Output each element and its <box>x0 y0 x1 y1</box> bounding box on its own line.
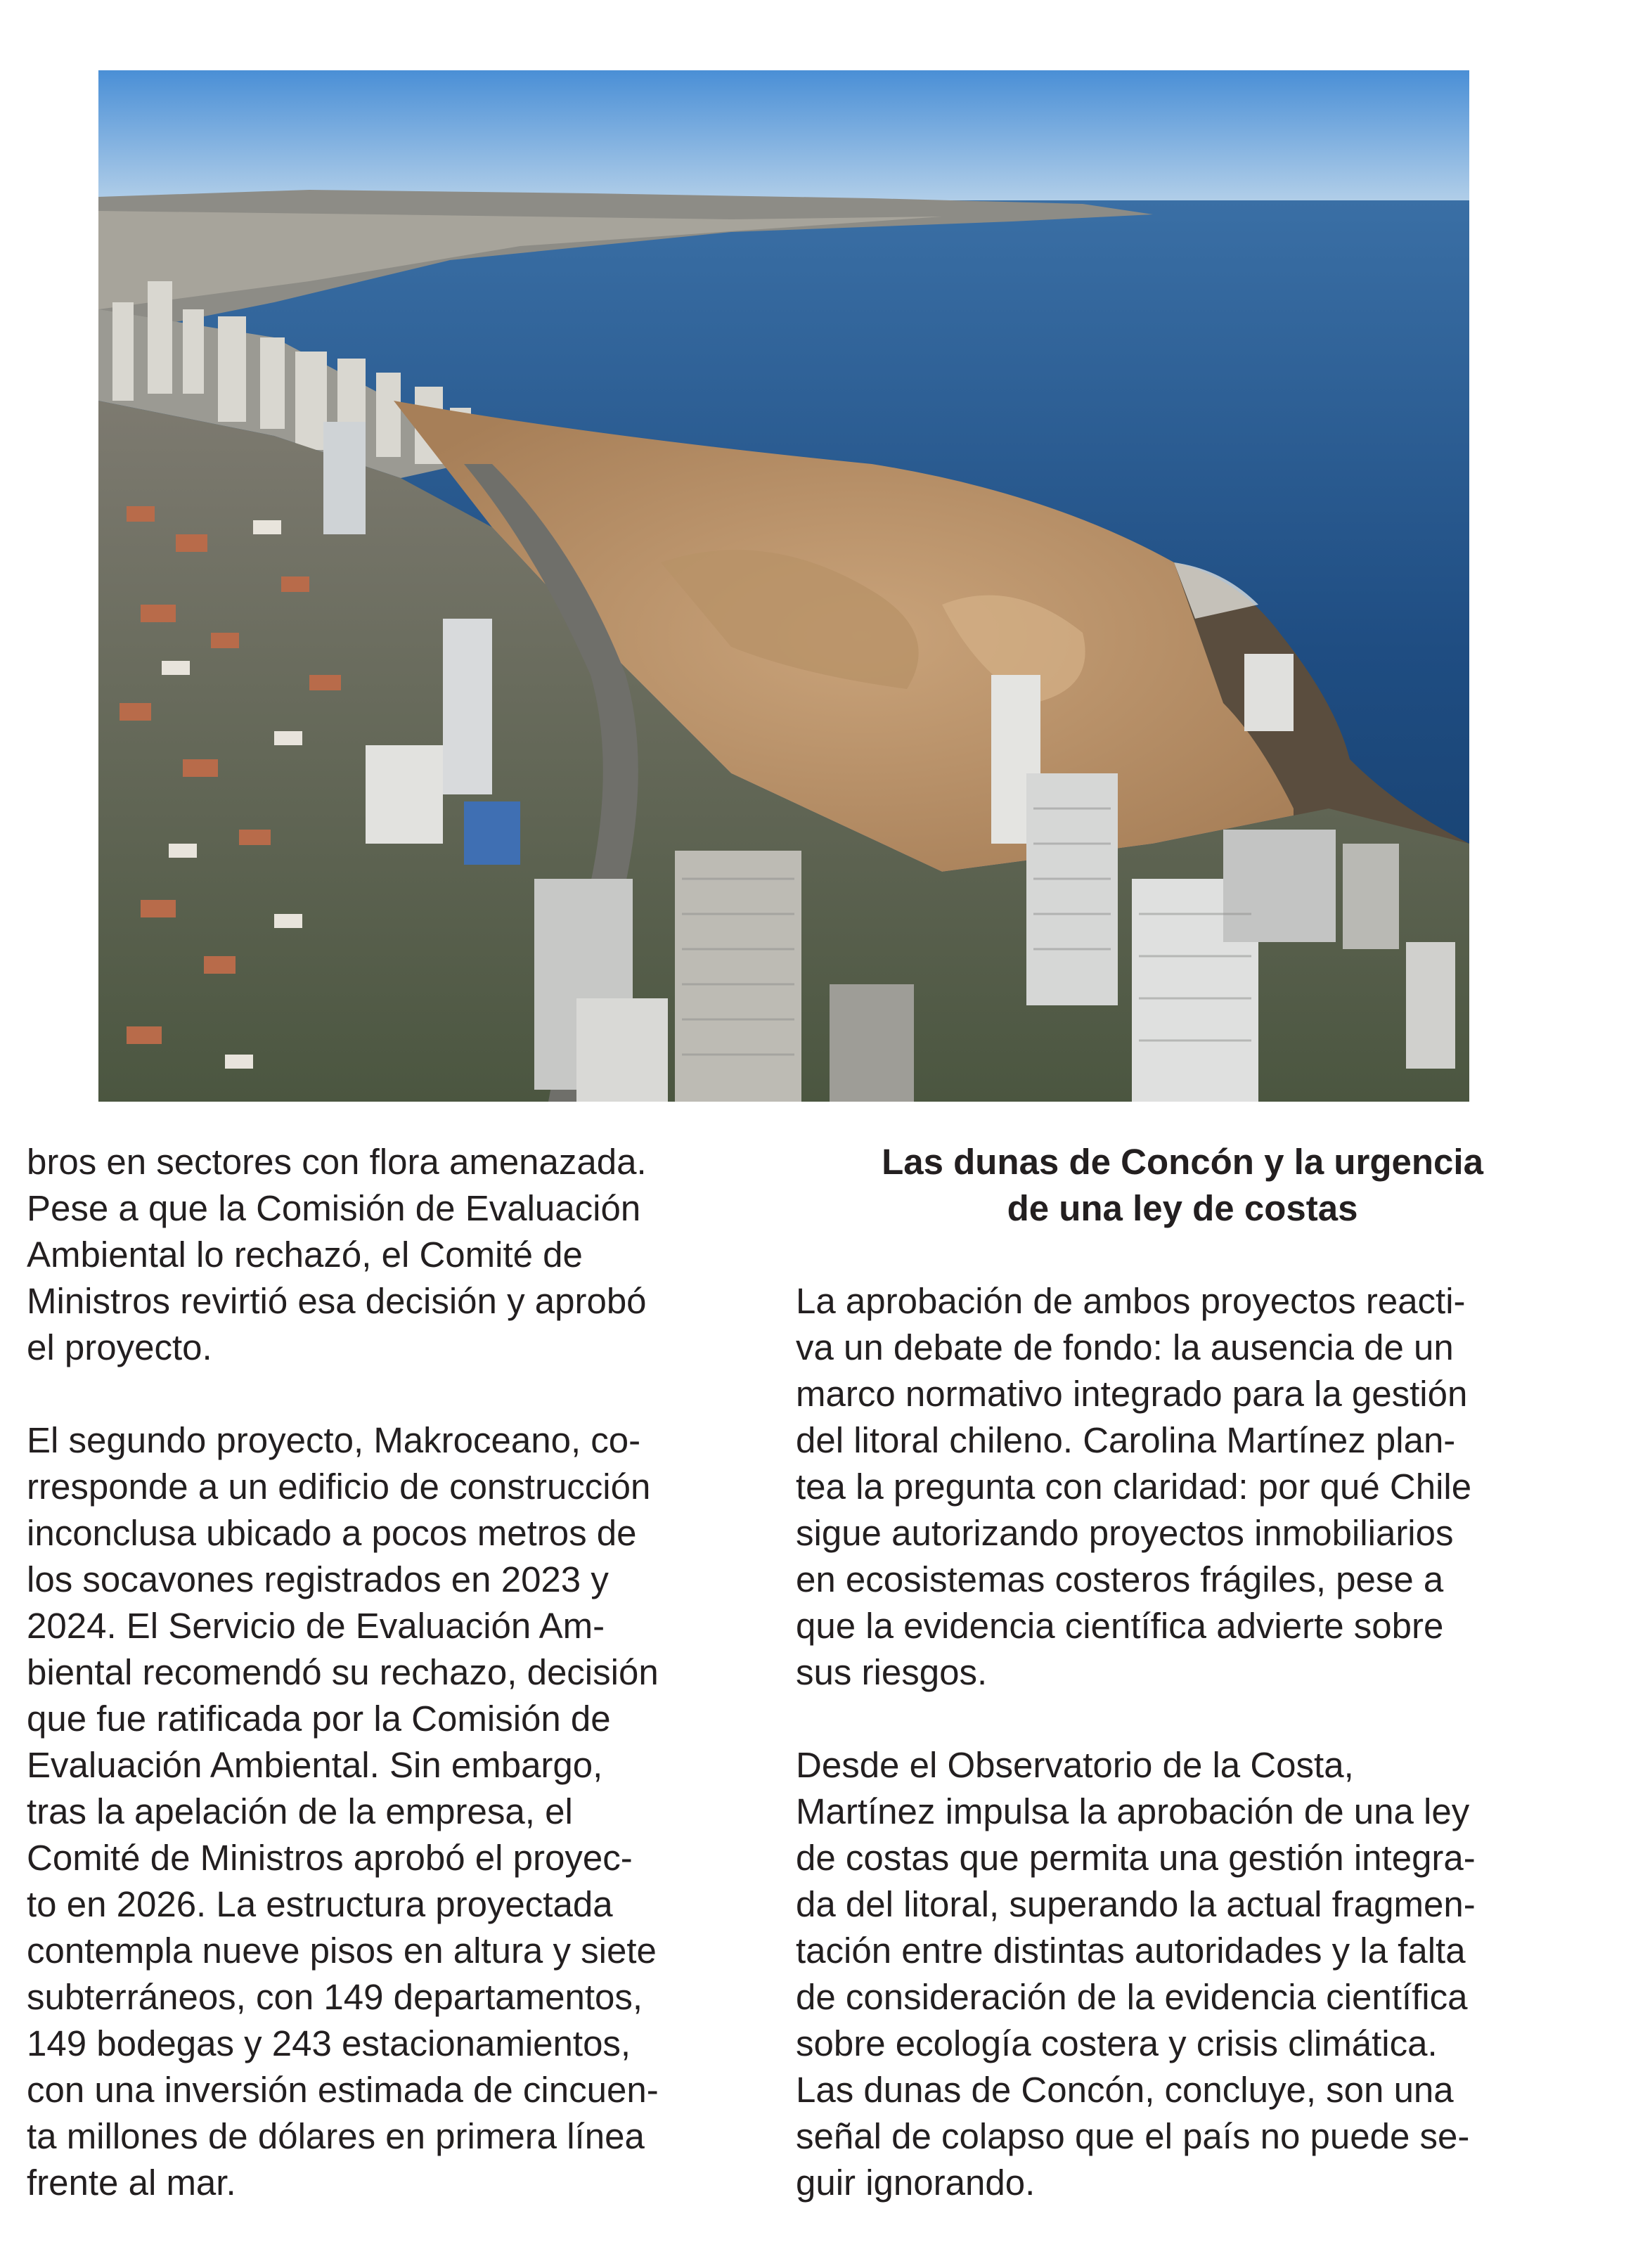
left-column <box>27 1139 744 2206</box>
text-line: de consideración de la evidencia científica <box>796 1977 1468 2017</box>
text-line: los socavones registrados en 2023 y <box>27 1559 609 1599</box>
text-line: Pese a que la Comisión de Evaluación <box>27 1188 641 1228</box>
left-paragraph-1 <box>27 1139 744 1371</box>
heading-line: Las dunas de Concón y la urgencia <box>882 1142 1483 1182</box>
text-line: Ministros revirtió esa decisión y aprobó <box>27 1281 647 1321</box>
text-line: en ecosistemas costeros frágiles, pese a <box>796 1559 1444 1599</box>
text-line: La aprobación de ambos proyectos reacti- <box>796 1281 1466 1321</box>
text-line: que fue ratificada por la Comisión de <box>27 1699 611 1739</box>
text-line: contempla nueve pisos en altura y siete <box>27 1931 657 1971</box>
section-heading <box>796 1139 1541 1232</box>
text-line: 149 bodegas y 243 estacionamientos, <box>27 2023 631 2063</box>
text-line: bros en sectores con flora amenazada. <box>27 1142 647 1182</box>
text-line: va un debate de fondo: la ausencia de un <box>796 1327 1454 1367</box>
text-line: 2024. El Servicio de Evaluación Am- <box>27 1606 605 1646</box>
text-line: Ambiental lo rechazó, el Comité de <box>27 1235 583 1275</box>
text-line: con una inversión estimada de cincuen- <box>27 2070 659 2110</box>
text-line: inconclusa ubicado a pocos metros de <box>27 1513 637 1553</box>
text-line: guir ignorando. <box>796 2163 1036 2203</box>
text-line: tación entre distintas autoridades y la falta <box>796 1931 1466 1971</box>
text-line: rresponde a un edificio de construcción <box>27 1467 651 1507</box>
text-line: Evaluación Ambiental. Sin embargo, <box>27 1745 603 1785</box>
text-line: ta millones de dólares en primera línea <box>27 2116 645 2156</box>
text-line: tras la apelación de la empresa, el <box>27 1791 573 1831</box>
text-line: sigue autorizando proyectos inmobiliarios <box>796 1513 1454 1553</box>
text-line: de costas que permita una gestión integra- <box>796 1838 1476 1878</box>
text-line: señal de colapso que el país no puede se- <box>796 2116 1470 2156</box>
text-line: to en 2026. La estructura proyectada <box>27 1884 613 1924</box>
text-line: frente al mar. <box>27 2163 236 2203</box>
text-line: Las dunas de Concón, concluye, son una <box>796 2070 1454 2110</box>
text-line: marco normativo integrado para la gestión <box>796 1374 1468 1414</box>
text-line: Martínez impulsa la aprobación de una ley <box>796 1791 1470 1831</box>
aerial-photo <box>98 70 1469 1102</box>
text-line: da del litoral, superando la actual fragmen- <box>796 1884 1476 1924</box>
right-paragraph-1 <box>796 1278 1541 1696</box>
heading-line: de una ley de costas <box>1007 1188 1358 1228</box>
text-line: el proyecto. <box>27 1327 212 1367</box>
text-line: subterráneos, con 149 departamentos, <box>27 1977 643 2017</box>
text-line: Desde el Observatorio de la Costa, <box>796 1745 1354 1785</box>
text-line: del litoral chileno. Carolina Martínez plan- <box>796 1420 1456 1460</box>
text-line: sus riesgos. <box>796 1652 988 1692</box>
text-line: biental recomendó su rechazo, decisión <box>27 1652 659 1692</box>
left-paragraph-2 <box>27 1417 744 2206</box>
sky <box>98 70 1469 211</box>
text-line: sobre ecología costera y crisis climática. <box>796 2023 1438 2063</box>
text-line: que la evidencia científica advierte sobre <box>796 1606 1444 1646</box>
right-column <box>796 1139 1541 2206</box>
text-line: Comité de Ministros aprobó el proyec- <box>27 1838 633 1878</box>
text-line: tea la pregunta con claridad: por qué Chile <box>796 1467 1472 1507</box>
text-line: El segundo proyecto, Makroceano, co- <box>27 1420 641 1460</box>
right-paragraph-2 <box>796 1742 1541 2206</box>
